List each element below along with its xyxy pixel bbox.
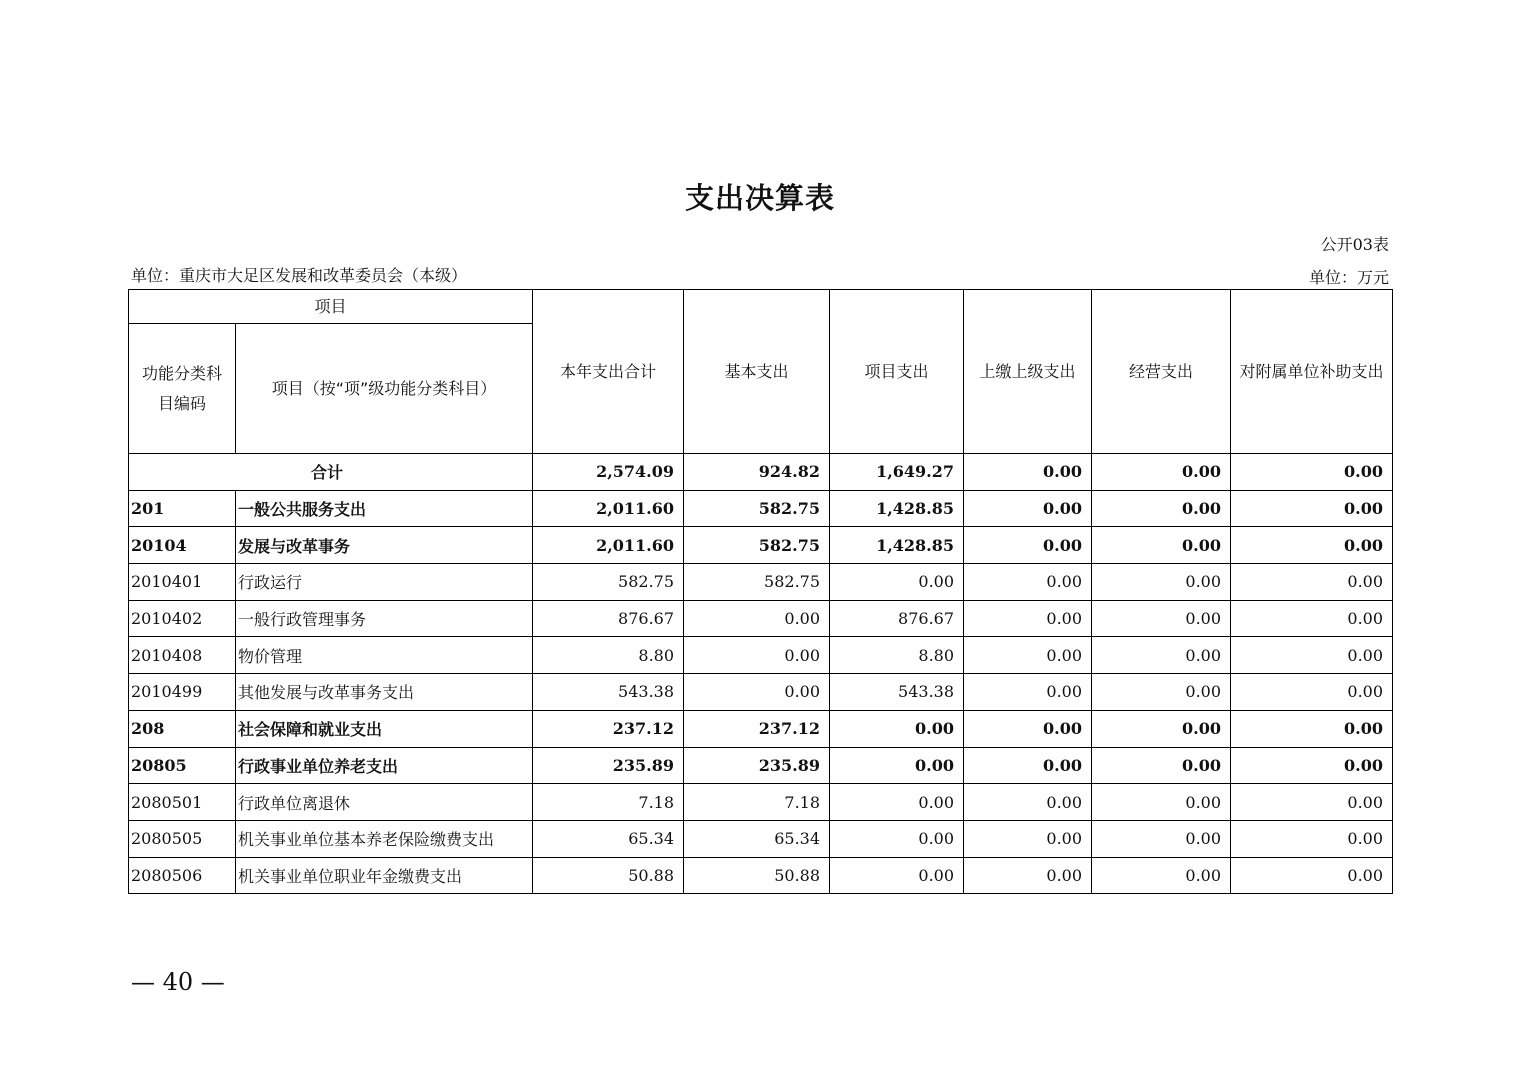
cell-basic: 582.75: [684, 490, 830, 527]
header-subsidy: 对附属单位补助支出: [1231, 290, 1393, 454]
cell-project: 0.00: [830, 564, 964, 601]
cell-total: 237.12: [533, 710, 684, 747]
cell-upper: 0.00: [964, 637, 1092, 674]
cell-upper: 0.00: [964, 674, 1092, 711]
header-upper: 上缴上级支出: [964, 290, 1092, 454]
total-cell-business: 0.00: [1092, 454, 1231, 491]
cell-business: 0.00: [1092, 857, 1231, 894]
cell-project: 0.00: [830, 784, 964, 821]
cell-upper: 0.00: [964, 564, 1092, 601]
cell-basic: 237.12: [684, 710, 830, 747]
cell-total: 876.67: [533, 600, 684, 637]
cell-subsidy: 0.00: [1231, 747, 1393, 784]
cell-project: 0.00: [830, 710, 964, 747]
cell-project: 0.00: [830, 747, 964, 784]
cell-name: 行政事业单位养老支出: [236, 747, 533, 784]
cell-total: 7.18: [533, 784, 684, 821]
cell-name: 社会保障和就业支出: [236, 710, 533, 747]
cell-project: 0.00: [830, 857, 964, 894]
cell-basic: 582.75: [684, 527, 830, 564]
cell-upper: 0.00: [964, 710, 1092, 747]
table-row: [129, 710, 1393, 747]
header-project: 项目支出: [830, 290, 964, 454]
table-row: [129, 857, 1393, 894]
total-row: [129, 454, 1393, 491]
cell-name: 行政运行: [236, 564, 533, 601]
cell-upper: 0.00: [964, 820, 1092, 857]
cell-subsidy: 0.00: [1231, 710, 1393, 747]
expenditure-table: [128, 289, 1393, 894]
header-item-group: 项目: [129, 290, 533, 324]
total-cell-basic: 924.82: [684, 454, 830, 491]
cell-subsidy: 0.00: [1231, 600, 1393, 637]
cell-total: 2,011.60: [533, 490, 684, 527]
cell-code: 2010499: [129, 674, 236, 711]
table-row: [129, 564, 1393, 601]
cell-subsidy: 0.00: [1231, 784, 1393, 821]
table-row: [129, 674, 1393, 711]
cell-business: 0.00: [1092, 490, 1231, 527]
cell-total: 543.38: [533, 674, 684, 711]
cell-business: 0.00: [1092, 527, 1231, 564]
cell-name: 机关事业单位职业年金缴费支出: [236, 857, 533, 894]
cell-basic: 582.75: [684, 564, 830, 601]
cell-basic: 7.18: [684, 784, 830, 821]
cell-total: 235.89: [533, 747, 684, 784]
cell-upper: 0.00: [964, 747, 1092, 784]
cell-subsidy: 0.00: [1231, 564, 1393, 601]
total-cell-upper: 0.00: [964, 454, 1092, 491]
cell-total: 65.34: [533, 820, 684, 857]
cell-total: 2,011.60: [533, 527, 684, 564]
cell-code: 20104: [129, 527, 236, 564]
page-title: 支出决算表: [684, 181, 835, 215]
cell-project: 8.80: [830, 637, 964, 674]
table-body: [129, 454, 1393, 894]
table-row: [129, 747, 1393, 784]
cell-business: 0.00: [1092, 564, 1231, 601]
cell-code: 2010401: [129, 564, 236, 601]
cell-name: 一般公共服务支出: [236, 490, 533, 527]
table-code: 公开03表: [1320, 235, 1389, 254]
cell-basic: 65.34: [684, 820, 830, 857]
cell-code: 20805: [129, 747, 236, 784]
total-cell-subsidy: 0.00: [1231, 454, 1393, 491]
cell-subsidy: 0.00: [1231, 490, 1393, 527]
table-row: [129, 527, 1393, 564]
cell-business: 0.00: [1092, 600, 1231, 637]
total-cell-project: 1,649.27: [830, 454, 964, 491]
cell-subsidy: 0.00: [1231, 820, 1393, 857]
cell-project: 1,428.85: [830, 490, 964, 527]
total-label: 合计: [129, 454, 533, 491]
cell-upper: 0.00: [964, 857, 1092, 894]
table-row: [129, 820, 1393, 857]
cell-subsidy: 0.00: [1231, 857, 1393, 894]
unit-organization: 单位：重庆市大足区发展和改革委员会（本级）: [131, 266, 468, 285]
table-row: [129, 600, 1393, 637]
total-cell-total: 2,574.09: [533, 454, 684, 491]
page-number: — 40 —: [131, 968, 225, 996]
cell-basic: 0.00: [684, 637, 830, 674]
cell-project: 0.00: [830, 820, 964, 857]
cell-business: 0.00: [1092, 784, 1231, 821]
cell-subsidy: 0.00: [1231, 637, 1393, 674]
table-row: [129, 784, 1393, 821]
unit-currency: 单位：万元: [1308, 268, 1389, 287]
cell-business: 0.00: [1092, 637, 1231, 674]
cell-basic: 50.88: [684, 857, 830, 894]
cell-code: 2010408: [129, 637, 236, 674]
cell-basic: 235.89: [684, 747, 830, 784]
header-basic: 基本支出: [684, 290, 830, 454]
cell-code: 2080501: [129, 784, 236, 821]
cell-upper: 0.00: [964, 600, 1092, 637]
cell-project: 543.38: [830, 674, 964, 711]
table-row: [129, 637, 1393, 674]
table-row: [129, 490, 1393, 527]
cell-upper: 0.00: [964, 784, 1092, 821]
cell-total: 8.80: [533, 637, 684, 674]
cell-subsidy: 0.00: [1231, 674, 1393, 711]
cell-business: 0.00: [1092, 674, 1231, 711]
cell-name: 其他发展与改革事务支出: [236, 674, 533, 711]
cell-subsidy: 0.00: [1231, 527, 1393, 564]
cell-name: 机关事业单位基本养老保险缴费支出: [236, 820, 533, 857]
cell-code: 2080506: [129, 857, 236, 894]
cell-upper: 0.00: [964, 527, 1092, 564]
cell-name: 物价管理: [236, 637, 533, 674]
cell-basic: 0.00: [684, 600, 830, 637]
header-name: 项目（按“项”级功能分类科目）: [236, 324, 533, 454]
cell-basic: 0.00: [684, 674, 830, 711]
cell-code: 2080505: [129, 820, 236, 857]
cell-name: 一般行政管理事务: [236, 600, 533, 637]
cell-total: 582.75: [533, 564, 684, 601]
cell-code: 201: [129, 490, 236, 527]
cell-project: 1,428.85: [830, 527, 964, 564]
cell-upper: 0.00: [964, 490, 1092, 527]
cell-name: 行政单位离退休: [236, 784, 533, 821]
cell-total: 50.88: [533, 857, 684, 894]
cell-code: 2010402: [129, 600, 236, 637]
cell-name: 发展与改革事务: [236, 527, 533, 564]
cell-project: 876.67: [830, 600, 964, 637]
header-business: 经营支出: [1092, 290, 1231, 454]
cell-business: 0.00: [1092, 747, 1231, 784]
header-total: 本年支出合计: [533, 290, 684, 454]
cell-code: 208: [129, 710, 236, 747]
header-code: 功能分类科目编码: [129, 324, 236, 454]
cell-business: 0.00: [1092, 710, 1231, 747]
cell-business: 0.00: [1092, 820, 1231, 857]
